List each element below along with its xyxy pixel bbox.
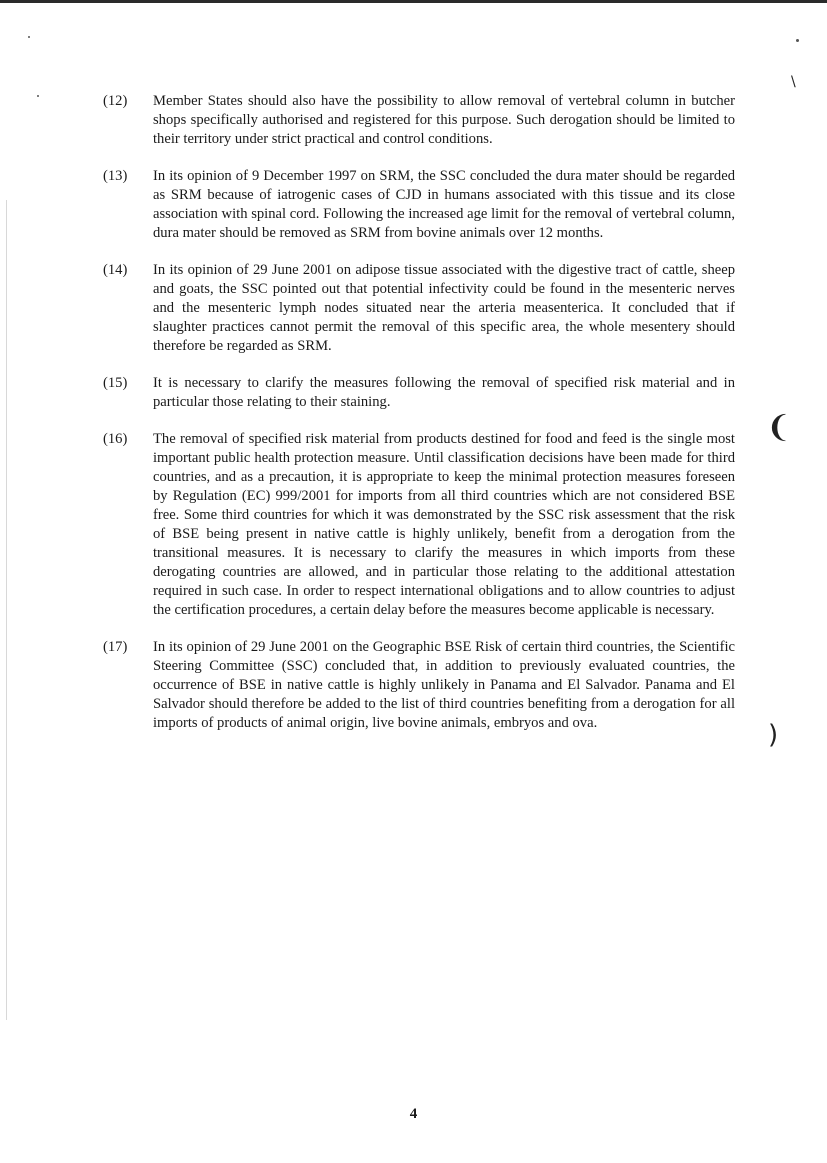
clause-17 [103, 638, 735, 733]
clause-number: (16) [103, 431, 128, 447]
clause-13 [103, 167, 735, 243]
clause-16 [103, 430, 735, 620]
clause-text: The removal of specified risk material from products destined for food and feed is the single most important public health protection measure. Until classification decisions have been made for third countries, and as a precaution, it is appropriate to keep the minimal protection measures foreseen by Regulation (EC) 999/2001 for imports from all third countries which are not considered BSE free. Some third countries for which it was demonstrated by the SSC risk assessment that the risk of BSE being present in native cattle is highly unlikely, benefit from a derogation from the transitional measures. It is necessary to clarify the measures in which imports from these derogating countries are allowed, and in particular those relating to the additional attestation required in such case. In order to respect international obligations and to allow countries to adjust the certification procedures, a certain delay before the measures become applicable is necessary. [153, 431, 735, 618]
clause-12 [103, 92, 735, 149]
clause-14 [103, 261, 735, 356]
scan-speck [37, 95, 39, 97]
page-number: 4 [409, 1106, 418, 1122]
margin-tick-mark: \ [791, 74, 796, 90]
clause-15 [103, 374, 735, 412]
clause-text: In its opinion of 29 June 2001 on adipose tissue associated with the digestive tract of cattle, sheep and goats, the SSC pointed out that potential infectivity could be found in the mesenteric nerves and the mesenteric lymph nodes situated near the arteria measenterica. It concluded that if slaughter practices cannot permit the removal of this specific area, the whole mesentery should therefore be regarded as SRM. [153, 262, 735, 354]
clause-text: In its opinion of 9 December 1997 on SRM, the SSC concluded the dura mater should be regarded as SRM because of iatrogenic cases of CJD in humans associated with this tissue and its close association with spinal cord. Following the increased age limit for the removal of vertebral column, dura mater should be removed as SRM from bovine animals over 12 months. [153, 168, 735, 241]
margin-bracket-mark: ) [768, 720, 779, 750]
clause-text: Member States should also have the possibility to allow removal of vertebral column in butcher shops specifically authorised and registered for this purpose. Such derogation should be limited to their territory under strict practical and control conditions. [153, 93, 735, 147]
clause-number: (15) [103, 375, 128, 391]
top-border-line [0, 0, 827, 3]
scan-speck [796, 39, 799, 42]
clause-number: (13) [103, 168, 128, 184]
document-body [103, 92, 735, 751]
scan-left-edge [6, 200, 7, 1020]
clause-number: (17) [103, 639, 128, 655]
clause-text: In its opinion of 29 June 2001 on the Geographic BSE Risk of certain third countries, the Scientific Steering Committee (SSC) concluded that, in addition to previously evaluated countries, the occurrence of BSE in native cattle is highly unlikely in Panama and El Salvador. Panama and El Salvador should therefore be added to the list of third countries benefiting from a derogation for all imports of products of animal origin, live bovine animals, embryos and ova. [153, 639, 735, 731]
clause-number: (12) [103, 93, 128, 109]
clause-text: It is necessary to clarify the measures following the removal of specified risk material and in particular those relating to their staining. [153, 375, 735, 410]
scan-speck [28, 36, 30, 38]
clause-number: (14) [103, 262, 128, 278]
margin-bracket-mark: ❨ [766, 410, 792, 445]
